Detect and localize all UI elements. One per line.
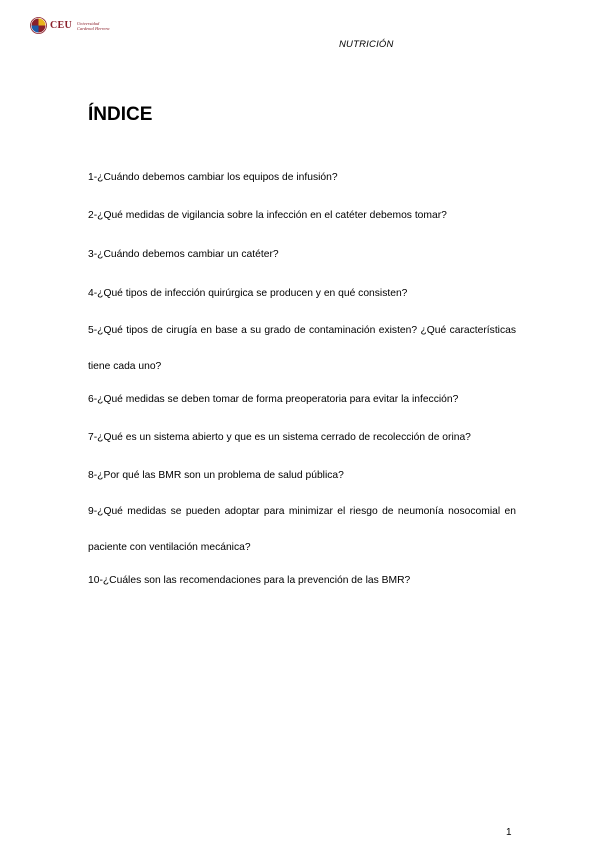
logo-subtitle-line2: Cardenal Herrera <box>77 25 110 31</box>
university-crest-icon <box>30 17 47 34</box>
toc-item: 6-¿Qué medidas se deben tomar de forma preoperatoria para evitar la infección? <box>88 394 459 405</box>
university-logo <box>30 17 110 34</box>
toc-item: 4-¿Qué tipos de infección quirúrgica se producen y en qué consisten? <box>88 288 408 299</box>
logo-subtitle <box>77 21 110 31</box>
toc-item: 8-¿Por qué las BMR son un problema de salud pública? <box>88 470 344 481</box>
toc-item: 9-¿Qué medidas se pueden adoptar para minimizar el riesgo de neumonía nosocomial en paciente con ventilación mecánica? <box>88 506 516 553</box>
toc-item: 3-¿Cuándo debemos cambiar un catéter? <box>88 249 279 260</box>
toc-item: 7-¿Qué es un sistema abierto y que es un sistema cerrado de recolección de orina? <box>88 432 471 443</box>
toc-item: 2-¿Qué medidas de vigilancia sobre la infección en el catéter debemos tomar? <box>88 210 447 221</box>
page-number: 1 <box>506 827 512 838</box>
toc-item: 10-¿Cuáles son las recomendaciones para la prevención de las BMR? <box>88 575 411 586</box>
toc-item: 1-¿Cuándo debemos cambiar los equipos de infusión? <box>88 172 338 183</box>
logo-subtitle-line1: Universidad <box>77 20 100 26</box>
header-label: NUTRICIÓN <box>339 39 394 50</box>
logo-text: CEU <box>50 20 73 31</box>
page-title: ÍNDICE <box>88 104 153 125</box>
toc-item: 5-¿Qué tipos de cirugía en base a su grado de contaminación existen? ¿Qué características tiene cada uno? <box>88 325 516 372</box>
